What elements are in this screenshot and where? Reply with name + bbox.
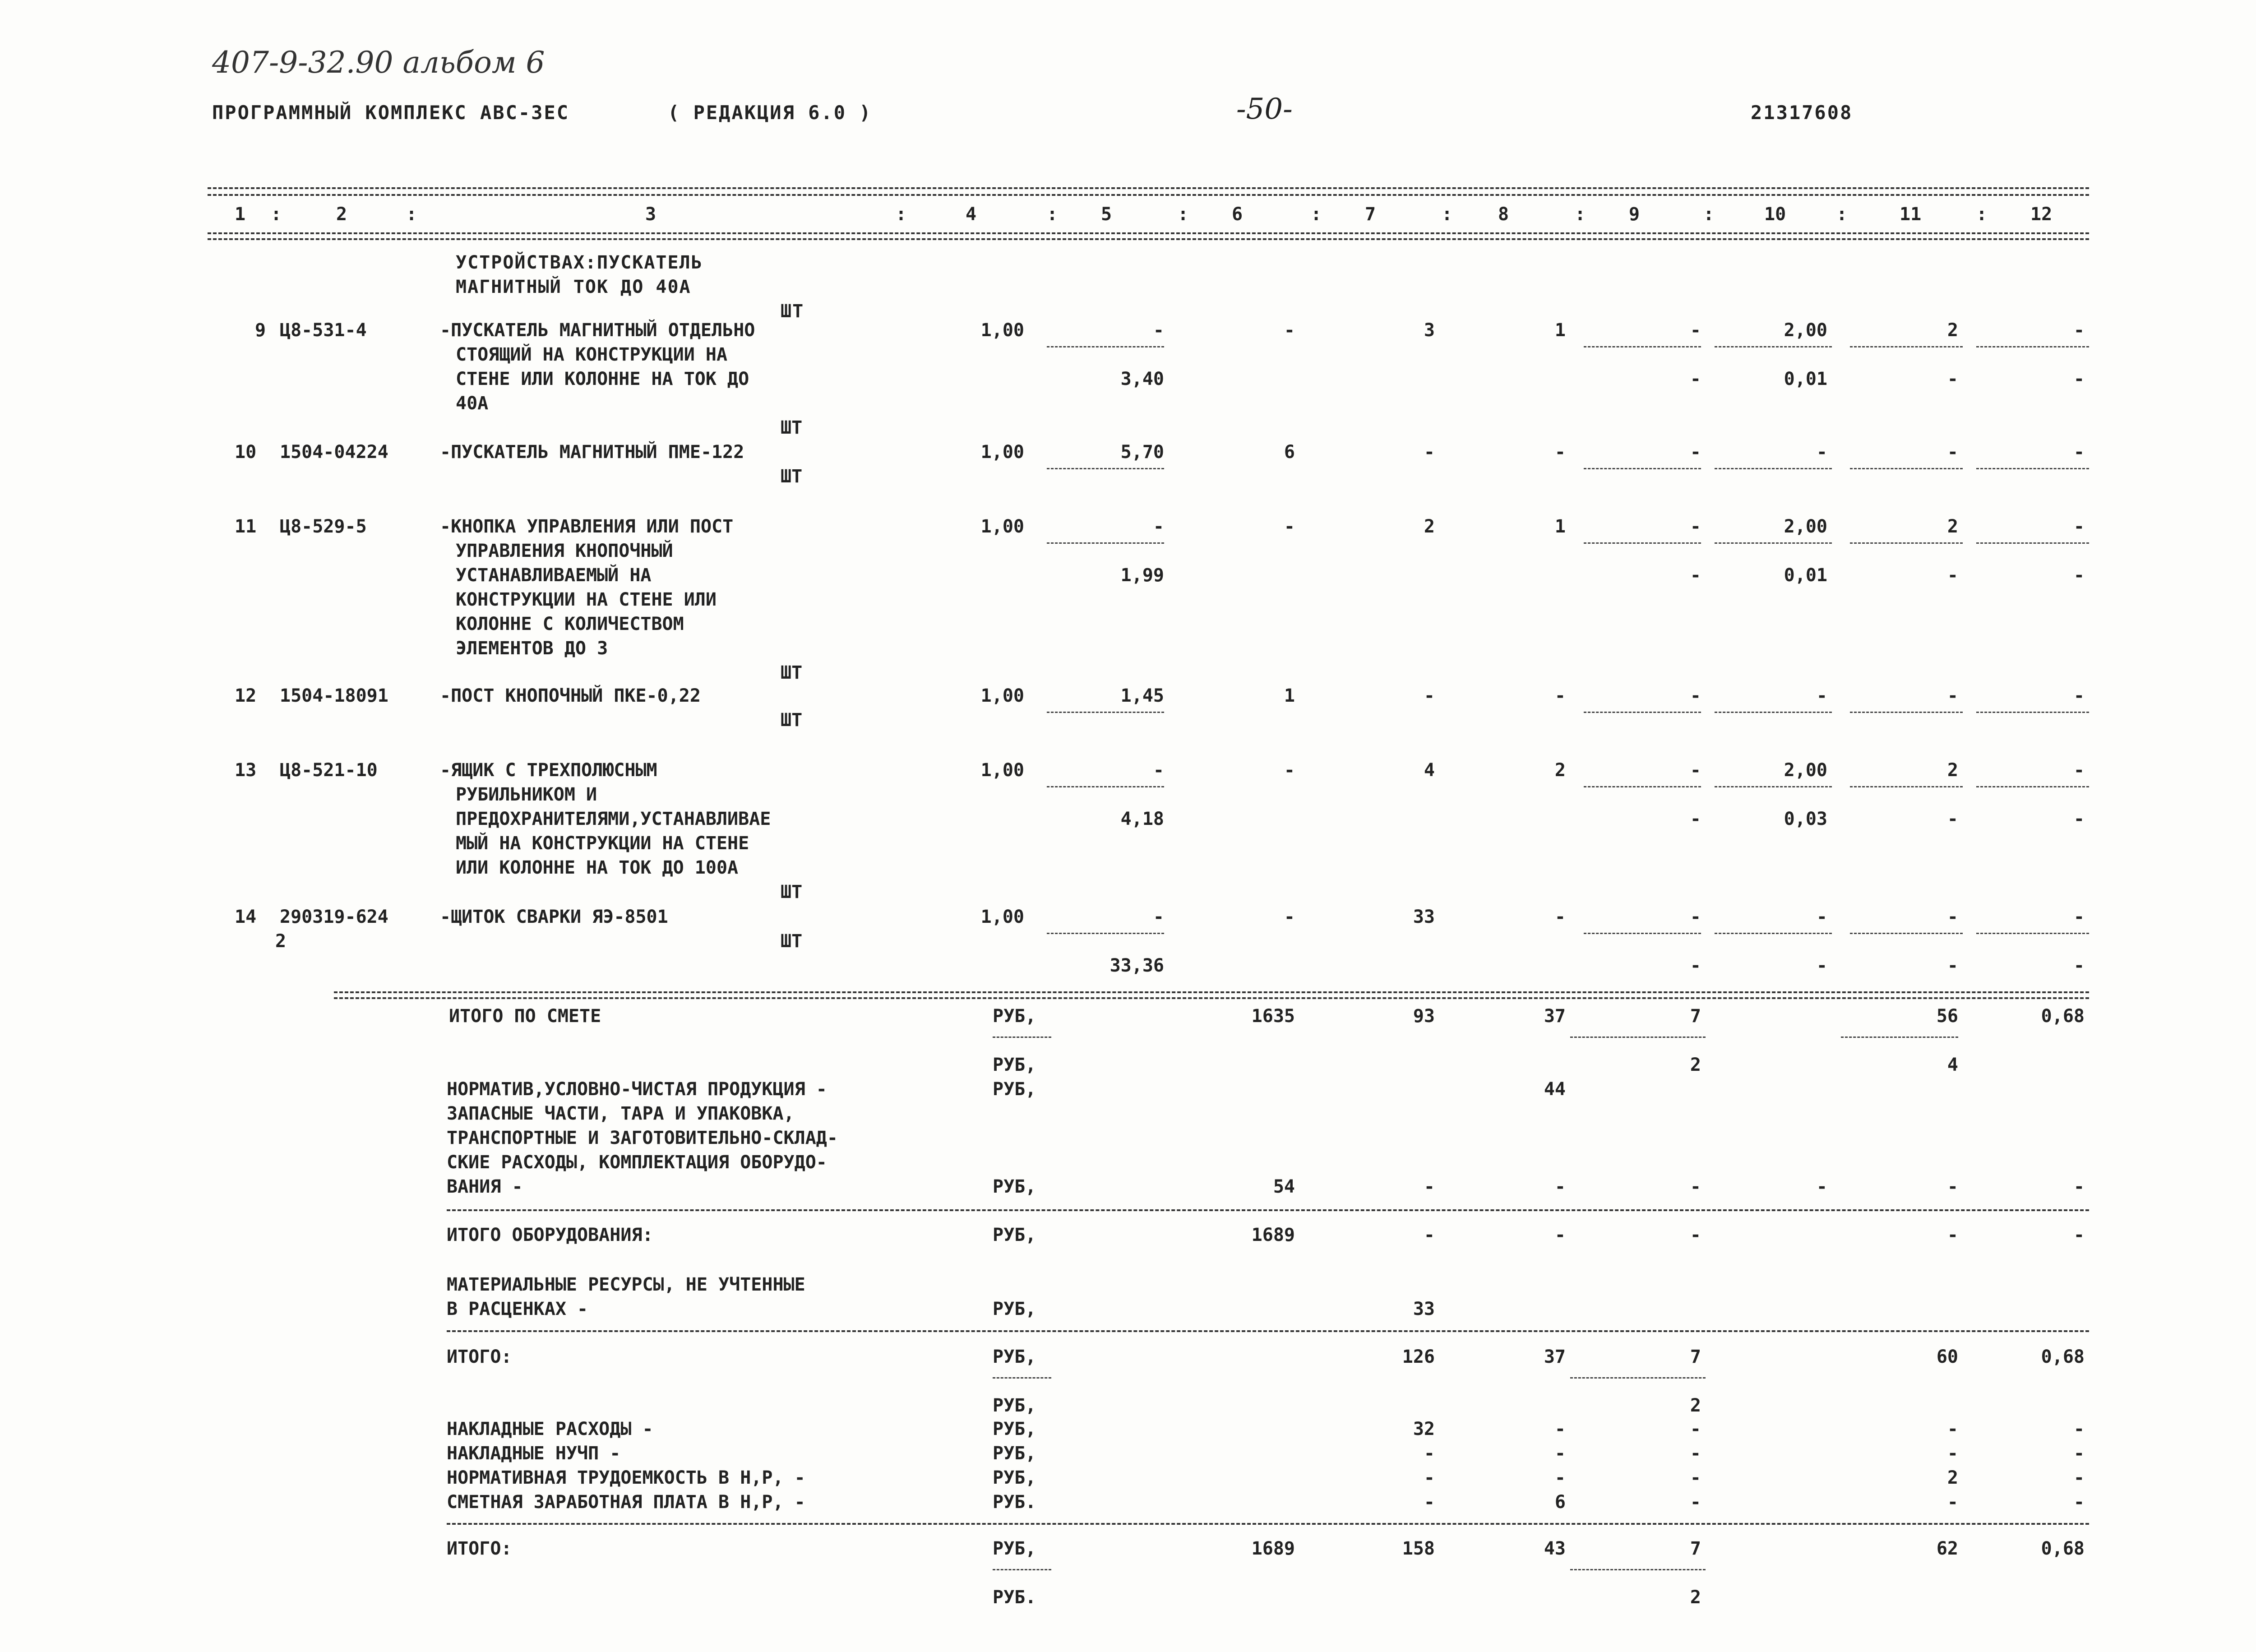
itogo-smeta-unit-2: РУБ, — [993, 1055, 1036, 1075]
itogo2-c7: 126 — [1402, 1347, 1435, 1367]
price-underline — [1047, 933, 1164, 934]
col11-cell: 2 — [1947, 516, 1958, 537]
normativ-c12: - — [2073, 1176, 2085, 1197]
column-separator: : — [1976, 204, 1988, 225]
price-cell: - — [1153, 907, 1164, 927]
column-separator: : — [1703, 204, 1715, 225]
itogo-smeta-label: ИТОГО ПО СМЕТЕ — [449, 1006, 601, 1027]
itogo2-c9: 7 — [1690, 1347, 1701, 1367]
col10-cell: - — [1816, 907, 1827, 927]
column-header-4: 4 — [966, 204, 977, 225]
column-separator: : — [1575, 204, 1586, 225]
column-header-rule-2 — [208, 238, 2089, 240]
column-header-2: 2 — [336, 204, 347, 225]
normativ-label-line: СКИЕ РАСХОДЫ, КОМПЛЕКТАЦИЯ ОБОРУДО- — [447, 1152, 827, 1173]
col10-sub-cell: 0,03 — [1784, 809, 1827, 829]
overhead-c8: - — [1554, 1467, 1566, 1488]
item-description-line: 40А — [456, 393, 489, 414]
item-description-line: -ПУСКАТЕЛЬ МАГНИТНЫЙ ПМЕ-122 — [440, 442, 744, 463]
itogo-obor-label: ИТОГО ОБОРУДОВАНИЯ: — [447, 1225, 653, 1245]
col12-cell: - — [2073, 442, 2085, 463]
item-description-line: -ПУСКАТЕЛЬ МАГНИТНЫЙ ОТДЕЛЬНО — [440, 320, 755, 341]
normativ-unit-2: РУБ, — [993, 1176, 1036, 1197]
cell-underline — [993, 1377, 1051, 1379]
item-description-line: СТЕНЕ ИЛИ КОЛОННЕ НА ТОК ДО — [456, 369, 749, 389]
item-description-line: -ЯЩИК С ТРЕХПОЛЮСНЫМ — [440, 760, 657, 781]
cell-underline — [1850, 468, 1963, 469]
itogo2-rule — [447, 1330, 2089, 1332]
column-header-9: 9 — [1629, 204, 1640, 225]
col8-cell: 1 — [1554, 516, 1566, 537]
item-code-cont: 2 — [275, 931, 287, 952]
item-unit: ШТ — [781, 931, 803, 952]
itogo3-c12: 0,68 — [2041, 1538, 2085, 1559]
price-sub-cell: 1,99 — [1120, 565, 1164, 586]
itogo2-c11: 60 — [1936, 1347, 1958, 1367]
item-number: 13 — [235, 760, 257, 781]
column-header-3: 3 — [645, 204, 656, 225]
itogo-smeta-c11: 56 — [1936, 1006, 1958, 1027]
col9-sub-cell: - — [1690, 369, 1701, 389]
col11-sub-cell: - — [1947, 955, 1958, 976]
overhead-c12: - — [2073, 1467, 2085, 1488]
col12-sub-cell: - — [2073, 369, 2085, 389]
item-description-line: КОНСТРУКЦИИ НА СТЕНЕ ИЛИ — [456, 589, 717, 610]
cell-underline — [1715, 786, 1832, 787]
column-separator: : — [271, 204, 282, 225]
cell-underline — [1715, 933, 1832, 934]
col11-sub-cell: - — [1947, 565, 1958, 586]
item-code: 1504-18091 — [280, 685, 388, 706]
col8-cell: 1 — [1554, 320, 1566, 341]
col12-sub-cell: - — [2073, 809, 2085, 829]
itogo-smeta-c9: 7 — [1690, 1006, 1701, 1027]
itogo3-c7: 158 — [1402, 1538, 1435, 1559]
column-separator: : — [896, 204, 907, 225]
overhead-label: НОРМАТИВНАЯ ТРУДОЕМКОСТЬ В Н,Р, - — [447, 1467, 805, 1488]
qty-cell: 1,00 — [980, 516, 1024, 537]
itogo-smeta-c7: 93 — [1413, 1006, 1435, 1027]
price-cell: - — [1153, 320, 1164, 341]
col11-cell: - — [1947, 907, 1958, 927]
materials-label-line: В РАСЦЕНКАХ - — [447, 1299, 588, 1319]
overhead-c11: 2 — [1947, 1467, 1958, 1488]
col12-sub-cell: - — [2073, 955, 2085, 976]
item-description-line: КОЛОННЕ С КОЛИЧЕСТВОМ — [456, 614, 684, 634]
item-description-line: ЭЛЕМЕНТОВ ДО 3 — [456, 638, 608, 659]
col7-cell: - — [1424, 442, 1435, 463]
itogo-obor-c12: - — [2073, 1225, 2085, 1245]
col6-cell: - — [1284, 760, 1295, 781]
col7-cell: 2 — [1424, 516, 1435, 537]
itogo-smeta-c8: 37 — [1544, 1006, 1566, 1027]
item-number: 12 — [235, 685, 257, 706]
col9-cell: - — [1690, 516, 1701, 537]
col8-cell: 2 — [1554, 760, 1566, 781]
itogo2-unit-2: РУБ, — [993, 1395, 1036, 1416]
item-code: 290319-624 — [280, 907, 388, 927]
handwritten-album-note: 407-9-32.90 альбом 6 — [212, 45, 545, 80]
col11-cell: 2 — [1947, 320, 1958, 341]
col10-sub-cell: - — [1816, 955, 1827, 976]
itogo2-c9b: 2 — [1690, 1395, 1701, 1416]
col7-cell: 3 — [1424, 320, 1435, 341]
col10-cell: - — [1816, 442, 1827, 463]
column-header-12: 12 — [2030, 204, 2053, 225]
obor-rule — [447, 1209, 2089, 1211]
cell-underline — [1584, 786, 1701, 787]
overhead-c8: - — [1554, 1419, 1566, 1439]
itogo2-c8: 37 — [1544, 1347, 1566, 1367]
itogo-smeta-c9b: 2 — [1690, 1055, 1701, 1075]
overhead-c9: - — [1690, 1492, 1701, 1513]
cell-underline — [1570, 1037, 1706, 1038]
cell-underline — [1841, 1037, 1958, 1038]
item-code: Ц8-531-4 — [280, 320, 367, 341]
qty-cell: 1,00 — [980, 907, 1024, 927]
overhead-unit: РУБ. — [993, 1492, 1036, 1513]
price-underline — [1047, 346, 1164, 347]
item-unit: ШТ — [781, 710, 803, 731]
overhead-c8: 6 — [1554, 1492, 1566, 1513]
overhead-c11: - — [1947, 1492, 1958, 1513]
overhead-label: НАКЛАДНЫЕ РАСХОДЫ - — [447, 1419, 653, 1439]
continuation-line-1: УСТРОЙСТВАХ:ПУСКАТЕЛЬ — [456, 252, 703, 273]
program-title: ПРОГРАММНЫЙ КОМПЛЕКС АВС-3ЕС — [212, 102, 570, 124]
overhead-c12: - — [2073, 1419, 2085, 1439]
col10-cell: 2,00 — [1784, 760, 1827, 781]
col6-cell: - — [1284, 907, 1295, 927]
itogo3-c11: 62 — [1936, 1538, 1958, 1559]
itogo3-rule — [447, 1523, 2089, 1525]
qty-cell: 1,00 — [980, 685, 1024, 706]
price-sub-cell: 3,40 — [1120, 369, 1164, 389]
col8-cell: - — [1554, 442, 1566, 463]
col12-cell: - — [2073, 685, 2085, 706]
item-description-line: ИЛИ КОЛОННЕ НА ТОК ДО 100А — [456, 857, 739, 878]
col6-cell: - — [1284, 320, 1295, 341]
itogo2-label: ИТОГО: — [447, 1347, 512, 1367]
column-separator: : — [1311, 204, 1322, 225]
cell-underline — [1715, 468, 1832, 469]
normativ-c10: - — [1816, 1176, 1827, 1197]
price-cell: - — [1153, 516, 1164, 537]
col12-cell: - — [2073, 907, 2085, 927]
overhead-c9: - — [1690, 1419, 1701, 1439]
cell-underline — [1976, 933, 2089, 934]
itogo2-unit: РУБ, — [993, 1347, 1036, 1367]
col6-cell: - — [1284, 516, 1295, 537]
item-unit: ШТ — [781, 662, 803, 683]
col9-cell: - — [1690, 442, 1701, 463]
overhead-c11: - — [1947, 1443, 1958, 1464]
normativ-c6: 54 — [1273, 1176, 1295, 1197]
cell-underline — [1976, 542, 2089, 544]
cell-underline — [1570, 1569, 1706, 1570]
itogo3-c8: 43 — [1544, 1538, 1566, 1559]
cell-underline — [1850, 712, 1963, 713]
itogo-smeta-c6: 1635 — [1251, 1006, 1295, 1027]
col12-sub-cell: - — [2073, 565, 2085, 586]
itogo-smeta-c12: 0,68 — [2041, 1006, 2085, 1027]
column-header-1: 1 — [235, 204, 246, 225]
cell-underline — [993, 1037, 1051, 1038]
col11-cell: - — [1947, 685, 1958, 706]
price-cell: - — [1153, 760, 1164, 781]
cell-underline — [1570, 1377, 1706, 1379]
item-description-line: -ПОСТ КНОПОЧНЫЙ ПКЕ-0,22 — [440, 685, 701, 706]
normativ-label-line: НОРМАТИВ,УСЛОВНО-ЧИСТАЯ ПРОДУКЦИЯ - — [447, 1079, 827, 1100]
col10-cell: 2,00 — [1784, 516, 1827, 537]
item-code: 1504-04224 — [280, 442, 388, 463]
column-header-10: 10 — [1764, 204, 1786, 225]
cell-underline — [1976, 712, 2089, 713]
column-header-rule — [208, 232, 2089, 234]
itogo-smeta-unit: РУБ, — [993, 1006, 1036, 1027]
cell-underline — [1976, 786, 2089, 787]
materials-unit: РУБ, — [993, 1299, 1036, 1319]
col12-cell: - — [2073, 320, 2085, 341]
item-number: 14 — [235, 907, 257, 927]
column-separator: : — [406, 204, 417, 225]
column-header-11: 11 — [1900, 204, 1922, 225]
cell-underline — [1584, 468, 1701, 469]
price-underline — [1047, 542, 1164, 544]
col9-sub-cell: - — [1690, 955, 1701, 976]
col9-sub-cell: - — [1690, 809, 1701, 829]
itogo-obor-unit: РУБ, — [993, 1225, 1036, 1245]
col6-cell: 1 — [1284, 685, 1295, 706]
doc-number: 21317608 — [1751, 102, 1853, 124]
cell-underline — [1584, 542, 1701, 544]
totals-top-rule — [334, 991, 2089, 993]
item-description-line: СТОЯЩИЙ НА КОНСТРУКЦИИ НА — [456, 344, 728, 365]
item-description-line: РУБИЛЬНИКОМ И — [456, 784, 597, 805]
price-sub-cell: 4,18 — [1120, 809, 1164, 829]
cell-underline — [1976, 468, 2089, 469]
itogo-smeta-c11b: 4 — [1947, 1055, 1958, 1075]
overhead-c8: - — [1554, 1443, 1566, 1464]
item-description-line: УПРАВЛЕНИЯ КНОПОЧНЫЙ — [456, 541, 673, 561]
overhead-label: СМЕТНАЯ ЗАРАБОТНАЯ ПЛАТА В Н,Р, - — [447, 1492, 805, 1513]
cell-underline — [1584, 933, 1701, 934]
overhead-label: НАКЛАДНЫЕ НУЧП - — [447, 1443, 621, 1464]
page-number: -50- — [1236, 93, 1293, 126]
table-top-rule-2 — [208, 194, 2089, 196]
col10-sub-cell: 0,01 — [1784, 369, 1827, 389]
item-description-line: -КНОПКА УПРАВЛЕНИЯ ИЛИ ПОСТ — [440, 516, 734, 537]
cell-underline — [1850, 933, 1963, 934]
overhead-unit: РУБ, — [993, 1443, 1036, 1464]
cell-underline — [1850, 346, 1963, 347]
price-cell: 1,45 — [1120, 685, 1164, 706]
col9-cell: - — [1690, 320, 1701, 341]
column-separator: : — [1047, 204, 1058, 225]
itogo-obor-c7: - — [1424, 1225, 1435, 1245]
itogo3-unit: РУБ, — [993, 1538, 1036, 1559]
col10-cell: - — [1816, 685, 1827, 706]
item-code: Ц8-529-5 — [280, 516, 367, 537]
item-description-line: ПРЕДОХРАНИТЕЛЯМИ,УСТАНАВЛИВАЕ — [456, 809, 771, 829]
normativ-label-line: ЗАПАСНЫЕ ЧАСТИ, ТАРА И УПАКОВКА, — [447, 1103, 795, 1124]
normativ-label-line: ВАНИЯ - — [447, 1176, 523, 1197]
qty-cell: 1,00 — [980, 442, 1024, 463]
item-unit: ШТ — [781, 417, 803, 438]
cell-underline — [1715, 542, 1832, 544]
itogo3-label: ИТОГО: — [447, 1538, 512, 1559]
overhead-c11: - — [1947, 1419, 1958, 1439]
itogo-obor-c8: - — [1554, 1225, 1566, 1245]
item-number: 9 — [255, 320, 266, 341]
itogo3-unit-2: РУБ. — [993, 1587, 1036, 1608]
normativ-c8: 44 — [1544, 1079, 1566, 1100]
col11-sub-cell: - — [1947, 369, 1958, 389]
col9-cell: - — [1690, 760, 1701, 781]
col9-cell: - — [1690, 685, 1701, 706]
overhead-c7: 32 — [1413, 1419, 1435, 1439]
itogo3-c6: 1689 — [1251, 1538, 1295, 1559]
overhead-c7: - — [1424, 1492, 1435, 1513]
item-number: 10 — [235, 442, 257, 463]
normativ-c7: - — [1424, 1176, 1435, 1197]
price-underline — [1047, 712, 1164, 713]
item-code: Ц8-521-10 — [280, 760, 378, 781]
col7-cell: - — [1424, 685, 1435, 706]
itogo3-c9: 7 — [1690, 1538, 1701, 1559]
col6-cell: 6 — [1284, 442, 1295, 463]
column-separator: : — [1836, 204, 1848, 225]
col11-cell: - — [1947, 442, 1958, 463]
table-top-rule — [208, 187, 2089, 189]
normativ-unit: РУБ, — [993, 1079, 1036, 1100]
cell-underline — [1850, 786, 1963, 787]
price-cell: 5,70 — [1120, 442, 1164, 463]
item-description-line: УСТАНАВЛИВАЕМЫЙ НА — [456, 565, 652, 586]
cell-underline — [1976, 346, 2089, 347]
totals-top-rule-2 — [334, 997, 2089, 999]
cell-underline — [1715, 346, 1832, 347]
itogo-obor-c9: - — [1690, 1225, 1701, 1245]
column-header-7: 7 — [1365, 204, 1376, 225]
itogo-obor-c6: 1689 — [1251, 1225, 1295, 1245]
col7-cell: 4 — [1424, 760, 1435, 781]
qty-cell: 1,00 — [980, 320, 1024, 341]
normativ-c11: - — [1947, 1176, 1958, 1197]
overhead-c9: - — [1690, 1443, 1701, 1464]
cell-underline — [1715, 712, 1832, 713]
normativ-c8b: - — [1554, 1176, 1566, 1197]
col8-cell: - — [1554, 907, 1566, 927]
itogo2-c12: 0,68 — [2041, 1347, 2085, 1367]
overhead-c7: - — [1424, 1467, 1435, 1488]
column-separator: : — [1442, 204, 1453, 225]
col10-sub-cell: 0,01 — [1784, 565, 1827, 586]
qty-cell: 1,00 — [980, 760, 1024, 781]
normativ-c9: - — [1690, 1176, 1701, 1197]
col8-cell: - — [1554, 685, 1566, 706]
overhead-c12: - — [2073, 1443, 2085, 1464]
col12-cell: - — [2073, 516, 2085, 537]
column-header-5: 5 — [1101, 204, 1112, 225]
col9-cell: - — [1690, 907, 1701, 927]
edition-label: ( РЕДАКЦИЯ 6.0 ) — [668, 102, 872, 124]
itogo3-c9b: 2 — [1690, 1587, 1701, 1608]
overhead-c12: - — [2073, 1492, 2085, 1513]
col7-cell: 33 — [1413, 907, 1435, 927]
itogo-obor-c11: - — [1947, 1225, 1958, 1245]
column-header-8: 8 — [1498, 204, 1509, 225]
col12-cell: - — [2073, 760, 2085, 781]
column-header-6: 6 — [1232, 204, 1243, 225]
materials-c7: 33 — [1413, 1299, 1435, 1319]
item-unit: ШТ — [781, 882, 803, 902]
overhead-unit: РУБ, — [993, 1467, 1036, 1488]
overhead-c9: - — [1690, 1467, 1701, 1488]
continuation-line-2: МАГНИТНЫЙ ТОК ДО 40А — [456, 277, 691, 297]
item-number: 11 — [235, 516, 257, 537]
item-description-line: -ЩИТОК СВАРКИ ЯЭ-8501 — [440, 907, 668, 927]
overhead-unit: РУБ, — [993, 1419, 1036, 1439]
column-separator: : — [1178, 204, 1189, 225]
price-underline — [1047, 468, 1164, 469]
col9-sub-cell: - — [1690, 565, 1701, 586]
item-description-line: МЫЙ НА КОНСТРУКЦИИ НА СТЕНЕ — [456, 833, 749, 854]
item-unit: ШТ — [781, 466, 803, 487]
cell-underline — [993, 1569, 1051, 1570]
cell-underline — [1584, 712, 1701, 713]
price-underline — [1047, 786, 1164, 787]
normativ-label-line: ТРАНСПОРТНЫЕ И ЗАГОТОВИТЕЛЬНО-СКЛАД- — [447, 1128, 838, 1148]
cell-underline — [1584, 346, 1701, 347]
overhead-c7: - — [1424, 1443, 1435, 1464]
col10-cell: 2,00 — [1784, 320, 1827, 341]
col11-sub-cell: - — [1947, 809, 1958, 829]
col11-cell: 2 — [1947, 760, 1958, 781]
materials-label-line: МАТЕРИАЛЬНЫЕ РЕСУРСЫ, НЕ УЧТЕННЫЕ — [447, 1274, 805, 1295]
continuation-unit: ШТ — [781, 301, 804, 322]
price-sub-cell: 33,36 — [1110, 955, 1164, 976]
cell-underline — [1850, 542, 1963, 544]
